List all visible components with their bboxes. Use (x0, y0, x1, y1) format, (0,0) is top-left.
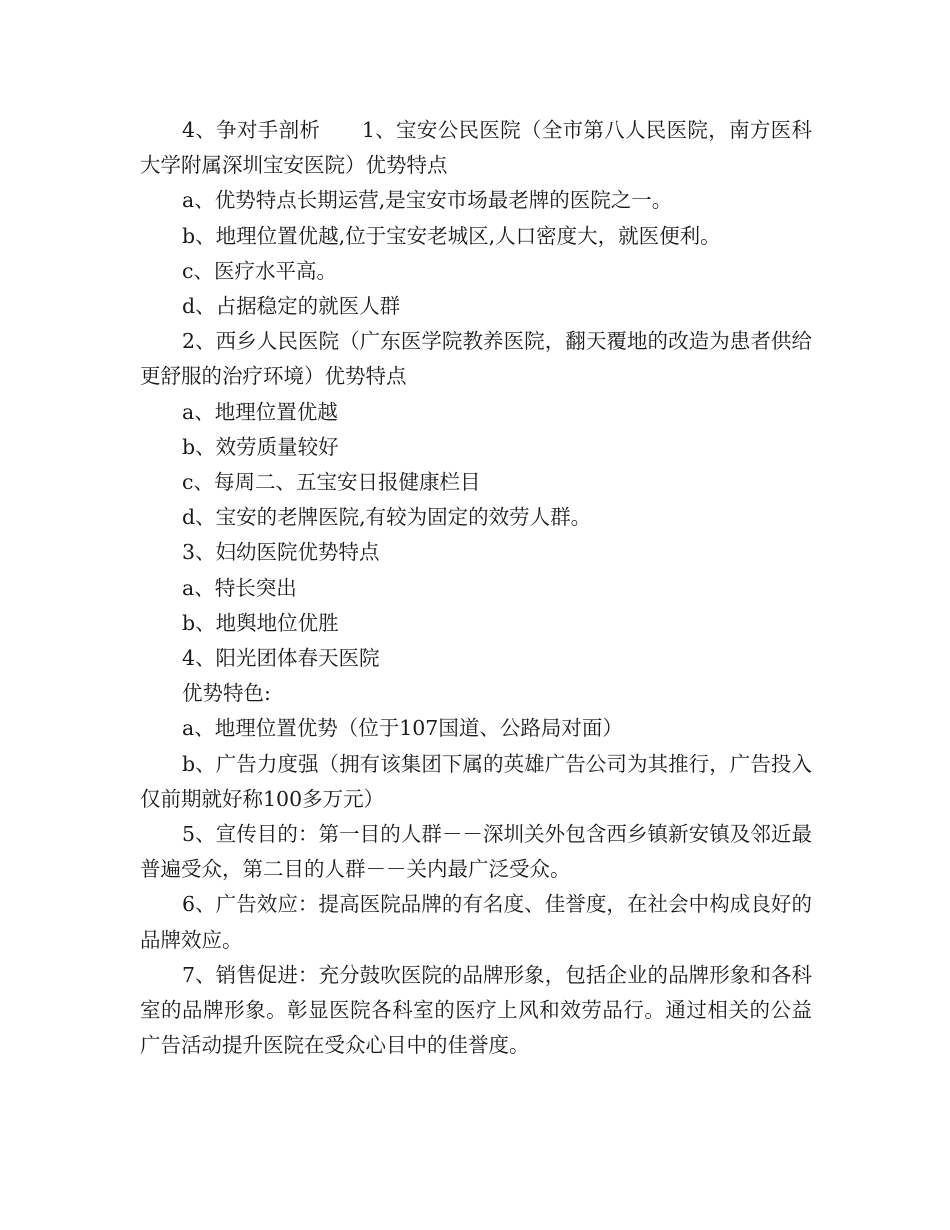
paragraph-sales-promotion: 7、销售促进：充分鼓吹医院的品牌形象，包括企业的品牌形象和各科室的品牌形象。彰显医院各科室的医疗上风和效劳品行。通过相关的公益广告活动提升医院在受众心目中的佳誉度。 (140, 962, 812, 1058)
paragraph-item: b、地舆地位优胜 (182, 610, 339, 635)
paragraph-item: b、地理位置优越,位于宝安老城区,人口密度大，就医便利。 (182, 223, 721, 248)
paragraph-ad-effect: 6、广告效应：提高医院品牌的有名度、佳誉度，在社会中构成良好的品牌效应。 (140, 892, 812, 952)
paragraph-item: a、特长突出 (182, 575, 297, 600)
paragraph-competitor-analysis: 4、争对手剖析 1、宝安公民医院（全市第八人民医院，南方医科大学附属深圳宝安医院）优势特点 (140, 118, 812, 178)
paragraph-item: d、宝安的老牌医院,有较为固定的效劳人群。 (182, 505, 592, 530)
paragraph-item: d、占据稳定的就医人群 (182, 294, 401, 319)
paragraph-item: c、每周二、五宝安日报健康栏目 (182, 470, 481, 495)
paragraph-hospital-3: 3、妇幼医院优势特点 (182, 540, 380, 565)
paragraph-item: b、广告力度强（拥有该集团下属的英雄广告公司为其推行，广告投入仅前期就好称100多万元） (140, 751, 812, 811)
paragraph-item: a、地理位置优势（位于107国道、公路局对面） (182, 716, 623, 741)
paragraph-hospital-4: 4、阳光团体春天医院 (182, 646, 380, 671)
paragraph-promotion-goal: 5、宣传目的：第一目的人群－－深圳关外包含西乡镇新安镇及邻近最普遍受众，第二目的人群－－关内最广泛受众。 (140, 822, 812, 882)
paragraph-item: c、医疗水平高。 (182, 258, 337, 283)
document-page (140, 113, 812, 1063)
paragraph-item: b、效劳质量较好 (182, 434, 339, 459)
paragraph-advantages-heading: 优势特色: (182, 681, 271, 706)
paragraph-hospital-2: 2、西乡人民医院（广东医学院教养医院，翻天覆地的改造为患者供给更舒服的治疗环境）优势特点 (140, 329, 812, 389)
paragraph-item: a、地理位置优越 (182, 399, 338, 424)
paragraph-item: a、优势特点长期运营,是宝安市场最老牌的医院之一。 (182, 188, 673, 213)
